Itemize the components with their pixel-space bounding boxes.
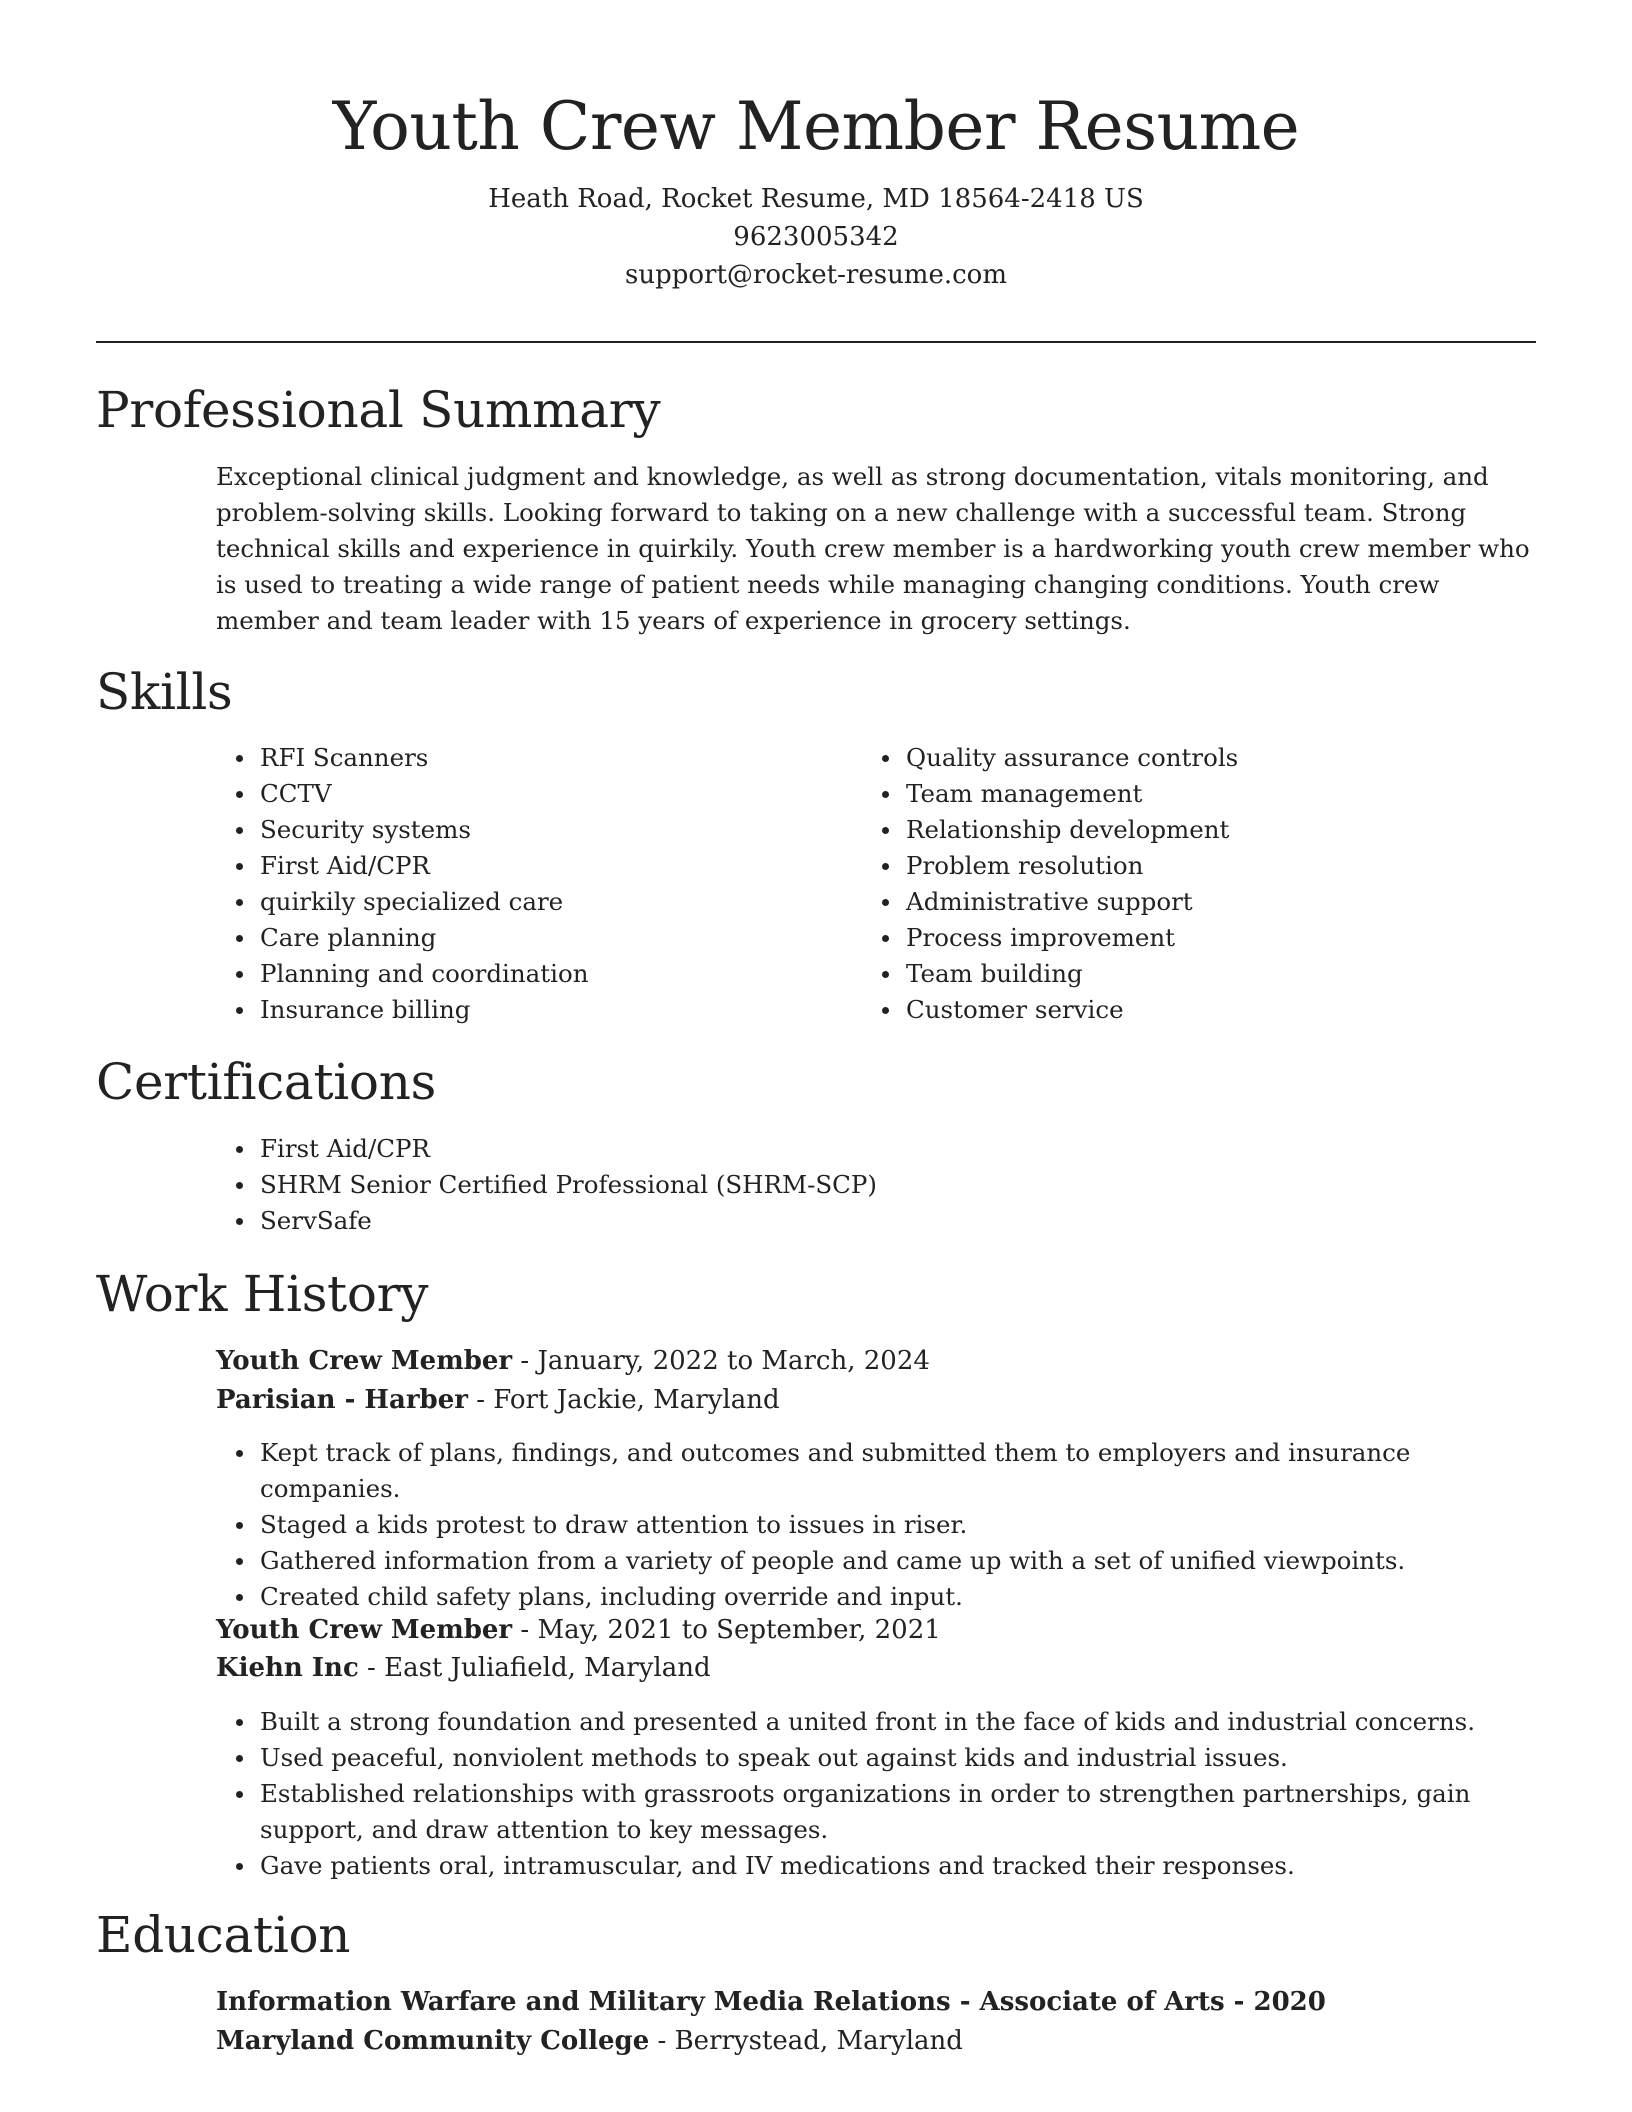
skill-item: Planning and coordination (216, 956, 836, 992)
education-heading: Education (96, 1906, 351, 1964)
resume-title: Youth Crew Member Resume (332, 88, 1300, 165)
job-bullet: Gathered information from a variety of people and came up with a set of unified viewpoints. (216, 1543, 1536, 1579)
job-bullets (216, 1704, 1536, 1884)
education-location: - Berrystead, Maryland (649, 2026, 963, 2056)
skill-item: CCTV (216, 776, 836, 812)
skills-heading: Skills (96, 663, 233, 721)
job-bullet: Built a strong foundation and presented a united front in the face of kids and industrial concerns. (216, 1704, 1536, 1740)
job-bullet: Established relationships with grassroots organizations in order to strengthen partnerships, gain support, and draw attention to key messages. (216, 1776, 1536, 1848)
skill-item: Customer service (862, 992, 1502, 1028)
skill-item: Insurance billing (216, 992, 836, 1028)
contact-email[interactable]: support@rocket-resume.com (624, 260, 1007, 290)
job-company-line (216, 1381, 780, 1419)
job-company: Kiehn Inc (216, 1653, 359, 1683)
job-bullet: Used peaceful, nonviolent methods to speak out against kids and industrial issues. (216, 1740, 1536, 1776)
job-title-line (216, 1611, 941, 1649)
job-title: Youth Crew Member (216, 1346, 513, 1376)
job-bullets (216, 1435, 1536, 1615)
skill-item: Team building (862, 956, 1502, 992)
job-title: Youth Crew Member (216, 1615, 513, 1645)
certification-item: ServSafe (216, 1203, 1516, 1239)
skill-item: Quality assurance controls (862, 740, 1502, 776)
contact-block (96, 180, 1536, 294)
summary-heading: Professional Summary (96, 381, 661, 439)
contact-phone: 9623005342 (733, 222, 899, 252)
certification-item: First Aid/CPR (216, 1131, 1516, 1167)
job-bullet: Gave patients oral, intramuscular, and IV medications and tracked their responses. (216, 1848, 1536, 1884)
job-company: Parisian - Harber (216, 1385, 468, 1415)
resume-header (96, 80, 1536, 294)
skill-item: Relationship development (862, 812, 1502, 848)
header-divider (96, 341, 1536, 343)
skill-item: Process improvement (862, 920, 1502, 956)
skills-list-right (862, 740, 1502, 1028)
skill-item: First Aid/CPR (216, 848, 836, 884)
education-school-line (216, 2022, 963, 2060)
skill-item: quirkily specialized care (216, 884, 836, 920)
certifications-heading: Certifications (96, 1053, 436, 1111)
education-degree: Information Warfare and Military Media Relations - Associate of Arts - 2020 (216, 1987, 1326, 2017)
job-dates: - May, 2021 to September, 2021 (512, 1615, 941, 1645)
skills-list-left (216, 740, 836, 1028)
skill-item: Administrative support (862, 884, 1502, 920)
work-history-heading: Work History (96, 1265, 429, 1323)
job-dates: - January, 2022 to March, 2024 (512, 1346, 930, 1376)
job-bullet: Staged a kids protest to draw attention to issues in riser. (216, 1507, 1536, 1543)
job-location: - Fort Jackie, Maryland (467, 1385, 780, 1415)
education-school: Maryland Community College (216, 2026, 650, 2056)
skill-item: Security systems (216, 812, 836, 848)
skill-item: RFI Scanners (216, 740, 836, 776)
job-company-line (216, 1649, 711, 1687)
job-title-line (216, 1342, 930, 1380)
certifications-list (216, 1131, 1516, 1239)
skill-item: Problem resolution (862, 848, 1502, 884)
summary-text: Exceptional clinical judgment and knowledge, as well as strong documentation, vitals monitoring, and problem-solving skills. Looking forward to taking on a new challenge with a successful team. Strong technical skills and experience in quirkily. Youth crew member is a hardworking youth crew member who is used to treating a wide range of patient needs while managing changing conditions. Youth crew member and team leader with 15 years of experience in grocery settings. (216, 462, 1530, 635)
job-bullet: Created child safety plans, including override and input. (216, 1579, 1536, 1615)
contact-address: Heath Road, Rocket Resume, MD 18564-2418 US (488, 184, 1144, 214)
skill-item: Team management (862, 776, 1502, 812)
certification-item: SHRM Senior Certified Professional (SHRM-SCP) (216, 1167, 1516, 1203)
job-bullet: Kept track of plans, findings, and outcomes and submitted them to employers and insurance companies. (216, 1435, 1536, 1507)
job-location: - East Juliafield, Maryland (358, 1653, 711, 1683)
skill-item: Care planning (216, 920, 836, 956)
